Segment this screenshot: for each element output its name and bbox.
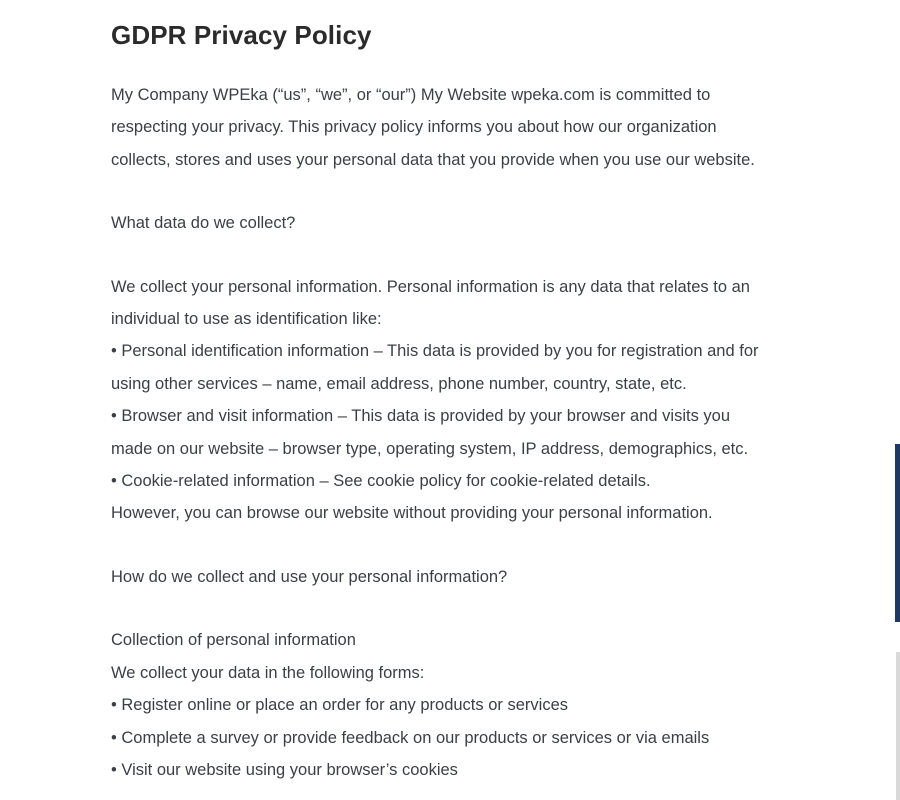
text-line: respecting your privacy. This privacy policy informs you about how our organization [111,118,717,137]
list-item: • Register online or place an order for any products or services [111,696,568,715]
scrollbar-thumb-primary[interactable] [895,444,900,622]
text-line: However, you can browse our website without providing your personal information. [111,504,713,523]
list-item: • Personal identification information – This data is provided by you for registration and for [111,342,759,361]
text-line: collects, stores and uses your personal data that you provide when you use our website. [111,150,755,169]
text-line: using other services – name, email address, phone number, country, state, etc. [111,374,687,393]
heading-how-do-we-collect [111,561,831,593]
text-line: We collect your data in the following forms: [111,663,425,682]
list-item: • Cookie-related information – See cookie policy for cookie-related details. [111,472,651,491]
text-line: made on our website – browser type, operating system, IP address, demographics, etc. [111,439,749,458]
list-item: • Complete a survey or provide feedback on our products or services or via emails [111,728,710,747]
heading-what-data-do-we-collect [111,207,831,239]
list-item: • Browser and visit information – This data is provided by your browser and visits you [111,407,730,426]
paragraph-intro [111,79,831,176]
document-content [111,0,831,786]
scrollbar-thumb-secondary[interactable] [896,652,900,800]
text-line: Collection of personal information [111,631,356,650]
scrollbar[interactable] [893,0,900,800]
text-line: individual to use as identification like: [111,310,382,329]
list-item: • Visit our website using your browser’s cookies [111,760,458,779]
text-line: My Company WPEka (“us”, “we”, or “our”) My Website wpeka.com is committed to [111,86,711,104]
text-line: How do we collect and use your personal information? [111,567,508,586]
paragraph-what-data-body [111,271,831,530]
paragraph-collection-body [111,624,831,786]
text-line: We collect your personal information. Personal information is any data that relates to an [111,277,750,296]
page-title: GDPR Privacy Policy [111,20,372,50]
text-line: What data do we collect? [111,214,296,233]
